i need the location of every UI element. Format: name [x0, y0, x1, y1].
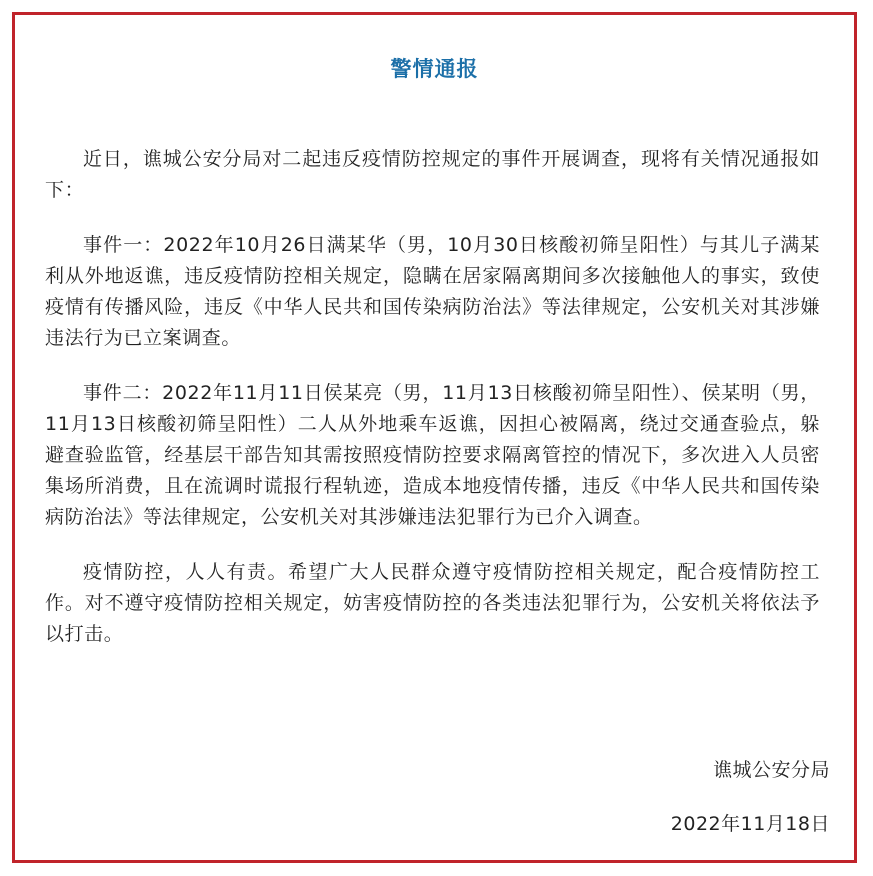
paragraph-conclusion: 疫情防控，人人有责。希望广大人民群众遵守疫情防控相关规定，配合疫情防控工作。对不遵守疫情防控相关规定，妨害疫情防控的各类违法犯罪行为，公安机关将依法予以打击。: [45, 561, 820, 645]
signature-date: 2022年11月18日: [670, 813, 830, 835]
signature-organization: 谯城公安分局: [712, 759, 830, 781]
paragraph-incident-two: 事件二：2022年11月11日侯某亮（男，11月13日核酸初筛呈阳性）、侯某明（男，11月13日核酸初筛呈阳性）二人从外地乘车返谯，因担心被隔离，绕过交通查验点，躲避查验监管，经基层干部告知其需按照疫情防控要求隔离管控的情况下，多次进入人员密集场所消费，且在流调时谎报行程轨迹，造成本地疫情传播，违反《中华人民共和国传染病防治法》等法律规定，公安机关对其涉嫌违法犯罪行为已介入调查。: [45, 382, 820, 528]
paragraph-incident-one: 事件一：2022年10月26日满某华（男，10月30日核酸初筛呈阳性）与其儿子满某利从外地返谯，违反疫情防控相关规定，隐瞒在居家隔离期间多次接触他人的事实，致使疫情有传播风险，违反《中华人民共和国传染病防治法》等法律规定，公安机关对其涉嫌违法行为已立案调查。: [45, 234, 820, 349]
document-title: 警情通报: [390, 57, 479, 81]
document-frame: [12, 12, 857, 863]
paragraph-intro: 近日，谯城公安分局对二起违反疫情防控规定的事件开展调查，现将有关情况通报如下：: [45, 148, 820, 201]
document-body: [45, 144, 820, 674]
